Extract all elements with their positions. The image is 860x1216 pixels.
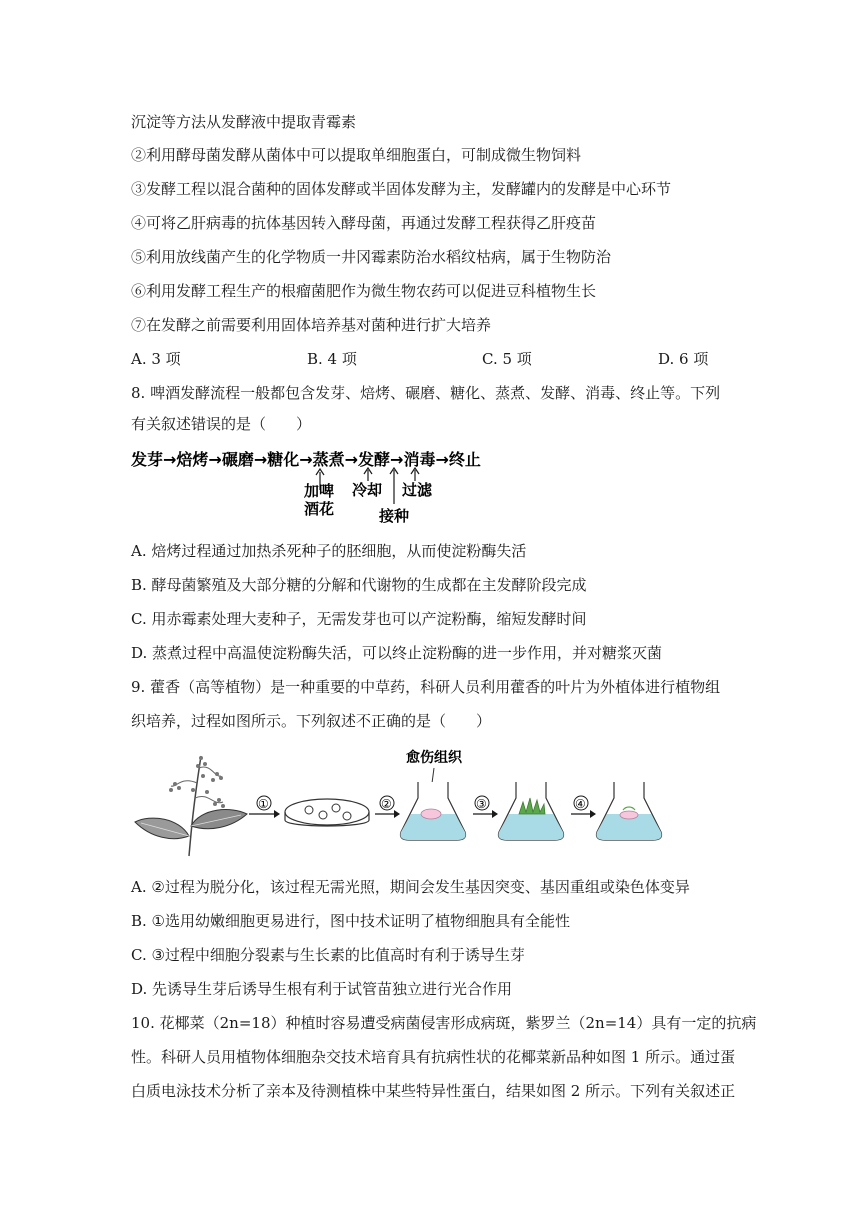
q7-option-c: C. 5 项: [482, 350, 532, 368]
filter-label: 过滤: [402, 481, 433, 499]
q10-stem-line3: 白质电泳技术分析了亲本及待测植株中某些特异性蛋白，结果如图 2 所示。下列有关叙述正: [131, 1082, 736, 1100]
step-3-label: ③: [476, 797, 487, 811]
hops-label-1: 加啤: [304, 482, 335, 500]
q8-stem-line1: 8. 啤酒发酵流程一般都包含发芽、焙烤、碾磨、糖化、蒸煮、发酵、消毒、终止等。下列: [131, 384, 721, 402]
q7-item-5: ⑤利用放线菌产生的化学物质一井冈霉素防治水稻纹枯病，属于生物防治: [131, 248, 612, 266]
q10-stem-line2: 性。科研人员用植物体细胞杂交技术培育具有抗病性状的花椰菜新品种如图 1 所示。通过蛋: [131, 1048, 736, 1066]
flow-sequence: 发芽→焙烤→碾磨→糖化→蒸煮→发酵→消毒→终止: [131, 450, 481, 469]
plant-illustration: [135, 756, 247, 856]
q8-option-a: A. 焙烤过程通过加热杀死种子的胚细胞，从而使淀粉酶失活: [131, 542, 527, 560]
brewing-flow-diagram: [131, 448, 531, 528]
flask-shoots: [498, 782, 563, 840]
tissue-culture-figure: [131, 748, 671, 860]
q7-continuation: 沉淀等方法从发酵液中提取青霉素: [131, 113, 357, 131]
q7-item-4: ④可将乙肝病毒的抗体基因转入酵母菌，再通过发酵工程获得乙肝疫苗: [131, 214, 597, 232]
q9-option-d: D. 先诱导生芽后诱导生根有利于试管苗独立进行光合作用: [131, 980, 513, 998]
callus-label: 愈伤组织: [406, 750, 462, 766]
q7-item-6: ⑥利用发酵工程生产的根瘤菌肥作为微生物农药可以促进豆科植物生长: [131, 282, 597, 300]
petri-dish: [285, 799, 369, 826]
cool-label: 冷却: [352, 481, 383, 499]
q9-option-b: B. ①选用幼嫩细胞更易进行，图中技术证明了植物细胞具有全能性: [131, 912, 571, 930]
q8-option-b: B. 酵母菌繁殖及大部分糖的分解和代谢物的生成都在主发酵阶段完成: [131, 576, 587, 594]
q7-item-7: ⑦在发酵之前需要利用固体培养基对菌种进行扩大培养: [131, 316, 492, 334]
q9-stem-line2: 织培养，过程如图所示。下列叙述不正确的是（ ）: [131, 712, 492, 730]
q9-option-c: C. ③过程中细胞分裂素与生长素的比值高时有利于诱导生芽: [131, 946, 525, 964]
q7-option-a: A. 3 项: [131, 350, 181, 368]
q7-option-d: D. 6 项: [658, 350, 709, 368]
inoculate-label: 接种: [379, 507, 410, 525]
flask-roots: [596, 782, 661, 840]
step-1-label: ①: [258, 797, 269, 811]
q8-option-c: C. 用赤霉素处理大麦种子，无需发芽也可以产淀粉酶，缩短发酵时间: [131, 610, 587, 628]
q7-item-3: ③发酵工程以混合菌种的固体发酵或半固体发酵为主，发酵罐内的发酵是中心环节: [131, 180, 672, 198]
q7-item-2: ②利用酵母菌发酵从菌体中可以提取单细胞蛋白，可制成微生物饲料: [131, 146, 582, 164]
flask-callus: [400, 782, 465, 840]
step-2-label: ②: [381, 797, 392, 811]
step-4-label: ④: [575, 797, 586, 811]
hops-label-2: 酒花: [304, 500, 335, 518]
q9-stem-line1: 9. 藿香（高等植物）是一种重要的中草药，科研人员利用藿香的叶片为外植体进行植物组: [131, 678, 721, 696]
q7-option-b: B. 4 项: [307, 350, 357, 368]
q8-stem-line2: 有关叙述错误的是（ ）: [131, 415, 312, 433]
q8-option-d: D. 蒸煮过程中高温使淀粉酶失活，可以终止淀粉酶的进一步作用，并对糖浆灭菌: [131, 644, 663, 662]
q10-stem-line1: 10. 花椰菜（2n=18）种植时容易遭受病菌侵害形成病斑，紫罗兰（2n=14）具有一定的抗病: [131, 1014, 757, 1032]
q9-option-a: A. ②过程为脱分化，该过程无需光照，期间会发生基因突变、基因重组或染色体变异: [131, 878, 690, 896]
